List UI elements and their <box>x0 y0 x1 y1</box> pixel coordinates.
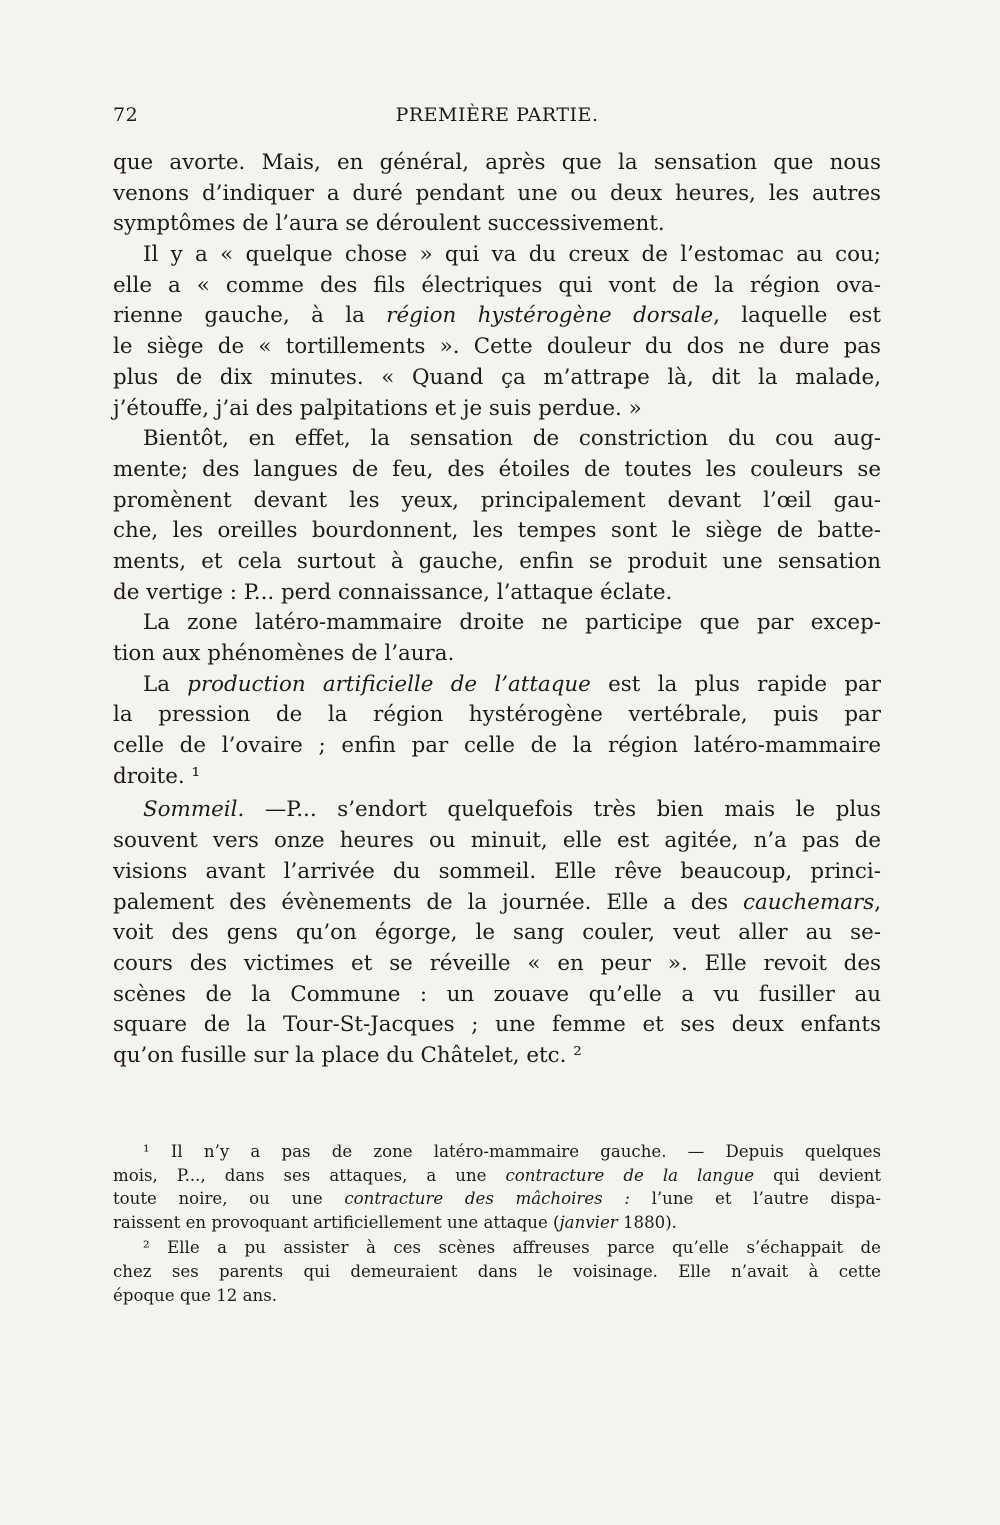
text-line: voit des gens qu’on égorge, le sang couler, veut aller au se- <box>113 920 881 946</box>
footnote-line: chez ses parents qui demeuraient dans le voisinage. Elle n’avait à cette <box>113 1261 881 1281</box>
italic-phrase: production artificielle de l’attaque <box>187 671 591 697</box>
text-run: —P... s’endort quelquefois très bien mais le plus <box>244 797 881 823</box>
text-run: rienne gauche, à la <box>113 303 387 329</box>
italic-phrase: janvier <box>559 1212 618 1232</box>
page-number: 72 <box>113 104 139 126</box>
italic-phrase: contracture de la langue <box>505 1165 755 1185</box>
text-line: che, les oreilles bourdonnent, les tempes sont le siège de batte- <box>113 518 881 544</box>
text-run: est la plus rapide par <box>590 671 881 697</box>
text-run: 1880). <box>617 1212 677 1232</box>
text-line <box>113 795 881 826</box>
text-line: square de la Tour-St-Jacques ; une femme et ses deux enfants <box>113 1012 881 1038</box>
text-line: qu’on fusille sur la place du Châtelet, etc. ² <box>113 1042 582 1068</box>
text-line: Bientôt, en effet, la sensation de constriction du cou aug- <box>143 426 881 452</box>
text-line <box>113 670 881 701</box>
text-run: , laquelle est <box>713 303 881 329</box>
footnote-line: époque que 12 ans. <box>113 1285 278 1305</box>
text-line: visions avant l’arrivée du sommeil. Elle rêve beaucoup, princi- <box>113 858 881 884</box>
text-line: celle de l’ovaire ; enfin par celle de la région latéro-mammaire <box>113 733 881 759</box>
running-title: PREMIÈRE PARTIE. <box>395 104 599 126</box>
text-line: j’étouffe, j’ai des palpitations et je suis perdue. » <box>113 395 642 421</box>
text-run: mois, P..., dans ses attaques, a une <box>113 1165 506 1185</box>
italic-phrase: cauchemars <box>743 889 875 915</box>
text-line <box>113 888 881 919</box>
text-line: Il y a « quelque chose » qui va du creux de l’estomac au cou; <box>143 242 881 268</box>
body-text <box>113 148 881 1072</box>
text-line: mente; des langues de feu, des étoiles de toutes les couleurs se <box>113 456 881 482</box>
text-line: scènes de la Commune : un zouave qu’elle a vu fusiller au <box>113 981 881 1007</box>
italic-phrase: région hystérogène dorsale <box>386 303 714 329</box>
text-line: tion aux phénomènes de l’aura. <box>113 641 455 666</box>
text-run: qui devient <box>754 1165 881 1185</box>
text-run: l’une et l’autre dispa- <box>629 1189 881 1209</box>
text-line: elle a « comme des fils électriques qui vont de la région ova- <box>113 272 881 298</box>
text-line: promènent devant les yeux, principalement devant l’œil gau- <box>113 487 881 513</box>
italic-phrase: contracture des mâchoires : <box>344 1189 630 1209</box>
text-line: de vertige : P... perd connaissance, l’attaque éclate. <box>113 579 673 605</box>
footnote-line: ¹ Il n’y a pas de zone latéro-mammaire gauche. — Depuis quelques <box>143 1142 881 1161</box>
text-run: toute noire, ou une <box>113 1189 345 1209</box>
italic-phrase: Sommeil. <box>143 797 245 823</box>
text-line: la pression de la région hystérogène vertébrale, puis par <box>113 702 881 728</box>
page-header <box>113 104 881 134</box>
footnotes <box>113 1140 881 1307</box>
text-line: plus de dix minutes. « Quand ça m’attrape là, dit la malade, <box>113 364 881 390</box>
text-line: ments, et cela surtout à gauche, enfin se produit une sensation <box>113 548 881 574</box>
text-run: raissent en provoquant artificiellement une attaque ( <box>113 1212 560 1232</box>
text-line: droite. ¹ <box>113 763 201 789</box>
text-line: symptômes de l’aura se déroulent successivement. <box>113 211 665 237</box>
text-run: , <box>874 889 881 915</box>
text-run: palement des évènements de la journée. Elle a des <box>113 889 744 915</box>
text-line: La zone latéro-mammaire droite ne participe que par excep- <box>143 610 881 636</box>
text-run: La <box>143 671 188 697</box>
footnote-line <box>113 1164 881 1188</box>
text-line: que avorte. Mais, en général, après que la sensation que nous <box>113 150 881 175</box>
text-line: le siège de « tortillements ». Cette douleur du dos ne dure pas <box>113 334 881 360</box>
text-line: souvent vers onze heures ou minuit, elle est agitée, n’a pas de <box>113 828 881 854</box>
text-line: venons d’indiquer a duré pendant une ou deux heures, les autres <box>113 180 881 206</box>
footnote-line <box>113 1211 881 1235</box>
footnote-line: ² Elle a pu assister à ces scènes affreuses parce qu’elle s’échappait de <box>143 1238 881 1258</box>
footnote-line <box>113 1187 881 1211</box>
text-line <box>113 301 881 332</box>
text-line: cours des victimes et se réveille « en peur ». Elle revoit des <box>113 950 881 976</box>
